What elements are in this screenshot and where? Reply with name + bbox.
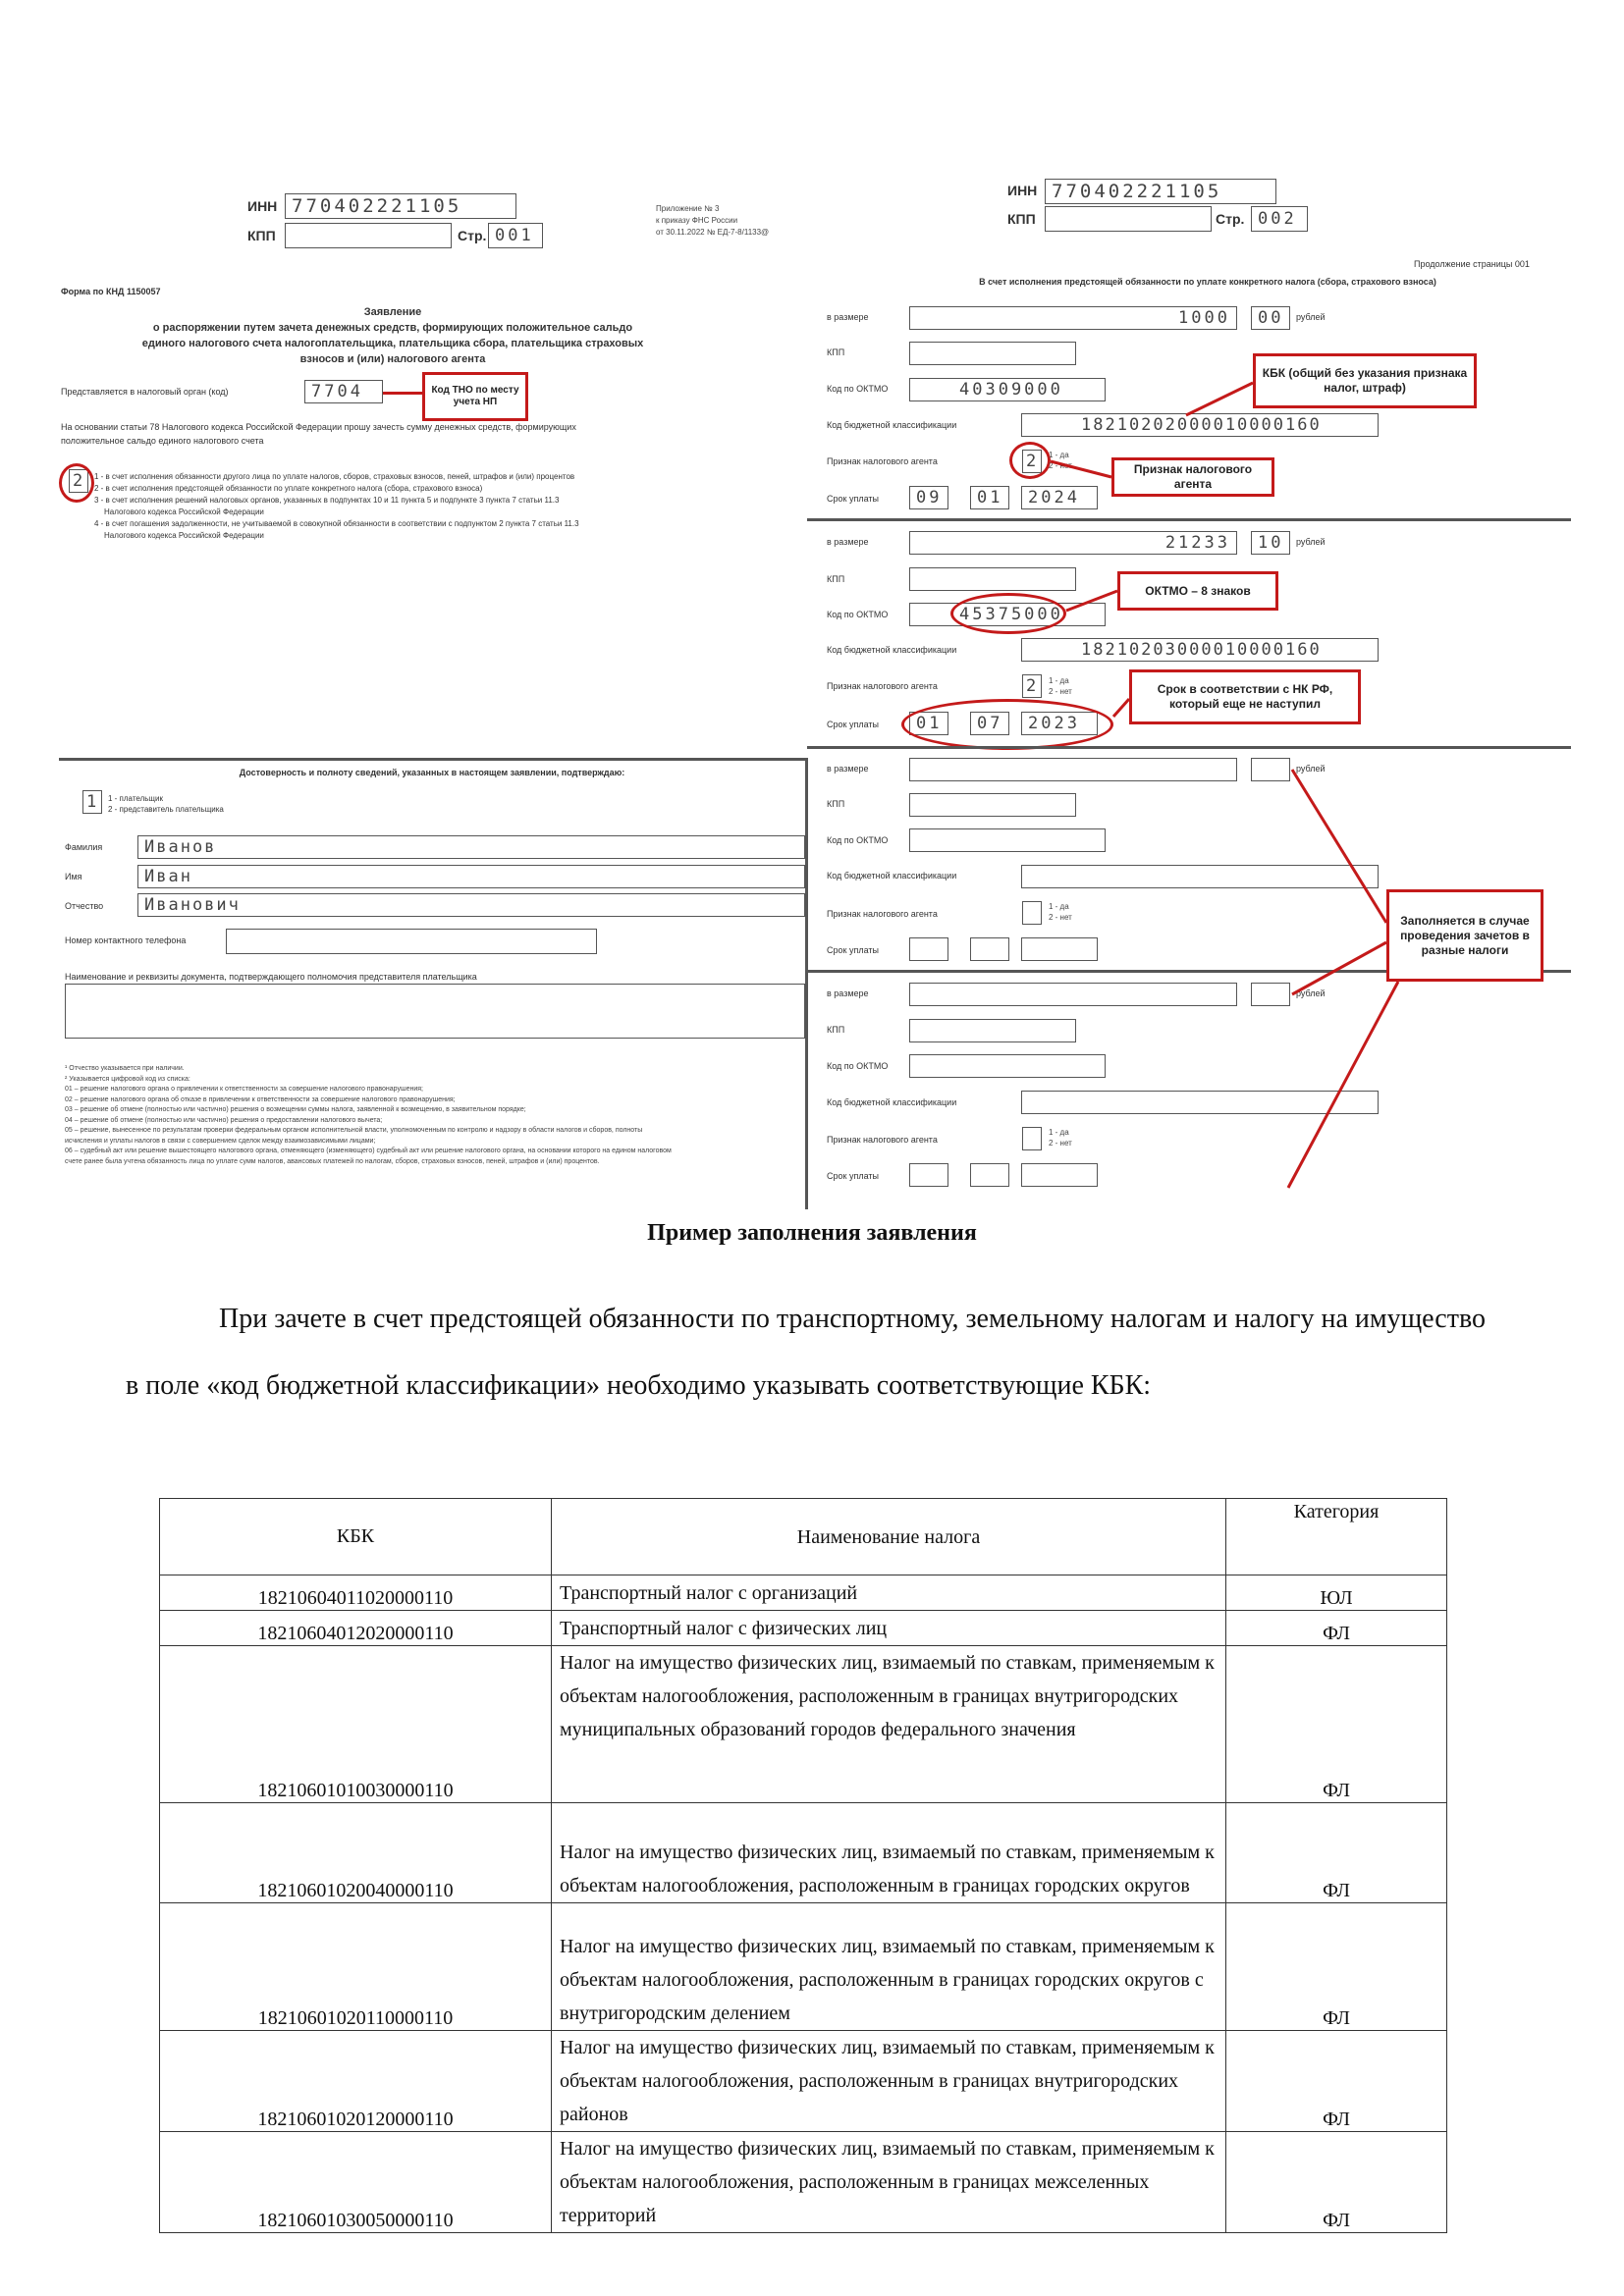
kbk-annotation: КБК (общий без указания признака налог, штраф) bbox=[1253, 353, 1477, 408]
title-line: о распоряжении путем зачета денежных средств, формирующих положительное сальдо bbox=[152, 322, 633, 334]
tax-name-cell: Налог на имущество физических лиц, взимаемый по ставкам, применяемым к объектам налогообложения, расположенным в границах городских округов bbox=[552, 1803, 1226, 1903]
footnote: 01 – решение налогового органа о привлечении к ответственности за совершение налогового правонарушения; bbox=[65, 1086, 423, 1093]
oktmo-label: Код по ОКТМО bbox=[827, 1061, 889, 1071]
agent-label: Признак налогового агента bbox=[827, 1135, 938, 1145]
title-line: Заявление bbox=[363, 306, 422, 318]
yes-option: 1 - да bbox=[1049, 902, 1069, 911]
yes-option: 1 - да bbox=[1049, 676, 1069, 685]
kpp-label: КПП bbox=[827, 1025, 845, 1035]
multi-tax-annotation: Заполняется в случае проведения зачетов в разные налоги bbox=[1386, 889, 1543, 982]
name-label: Имя bbox=[65, 872, 82, 881]
page-field[interactable]: 002 bbox=[1251, 206, 1308, 232]
appendix-line: к приказу ФНС России bbox=[656, 216, 738, 225]
kbk-cell: 18210601010030000110 bbox=[160, 1646, 552, 1803]
oktmo-label: Код по ОКТМО bbox=[827, 835, 889, 845]
amount-field[interactable]: 1000 bbox=[909, 306, 1237, 330]
category-cell: ФЛ bbox=[1226, 1611, 1447, 1646]
inn-label: ИНН bbox=[1007, 183, 1038, 198]
due-label: Срок уплаты bbox=[827, 720, 879, 729]
day-field[interactable]: 01 bbox=[909, 712, 948, 735]
table-row bbox=[160, 2031, 1447, 2132]
no-option: 2 - нет bbox=[1049, 461, 1072, 470]
page-label: Стр. bbox=[458, 228, 487, 243]
page-label: Стр. bbox=[1216, 211, 1245, 227]
footnote: 03 – решение об отмене (полностью или частично) решения о возмещении суммы налога, заявленной к возмещению, в заявительном порядке; bbox=[65, 1106, 526, 1113]
phone-label: Номер контактного телефона bbox=[65, 935, 187, 945]
table-row bbox=[160, 1903, 1447, 2031]
kbk-table bbox=[159, 1498, 1447, 2233]
category-cell: ФЛ bbox=[1226, 2132, 1447, 2233]
option-item: Налогового кодекса Российской Федерации bbox=[104, 507, 264, 516]
due-annotation: Срок в соответствии с НК РФ, который еще не наступил bbox=[1129, 669, 1361, 724]
appendix-line: Приложение № 3 bbox=[656, 204, 720, 213]
surname-label: Фамилия bbox=[65, 842, 103, 852]
agent-label: Признак налогового агента bbox=[827, 909, 938, 919]
table-header-row bbox=[160, 1499, 1447, 1575]
basis-line: положительное сальдо единого налогового счета bbox=[61, 436, 264, 446]
oktmo-label: Код по ОКТМО bbox=[827, 384, 889, 394]
body-paragraph: При зачете в счет предстоящей обязанности по транспортному, земельному налогам и налогу на имущество в поле «код бюджетной классификации» необходимо указывать соответствующие КБК: bbox=[126, 1304, 1486, 1401]
table-row bbox=[160, 1646, 1447, 1803]
kpp-label: КПП bbox=[827, 347, 845, 357]
month-field[interactable]: 01 bbox=[970, 486, 1009, 509]
tax-office-field[interactable]: 7704 bbox=[304, 380, 383, 403]
amount-field[interactable]: 21233 bbox=[909, 531, 1237, 555]
tax-name-cell: Налог на имущество физических лиц, взимаемый по ставкам, применяемым к объектам налогообложения, расположенным в границах внутригородских муниципальных образований городов федерального значения bbox=[552, 1646, 1226, 1803]
option-item: 2 - в счет исполнения предстоящей обязанности по уплате конкретного налога (сбора, страхового взноса) bbox=[94, 484, 483, 493]
surname-field[interactable]: Иванов bbox=[137, 835, 805, 859]
year-field[interactable]: 2023 bbox=[1021, 712, 1098, 735]
agent-label: Признак налогового агента bbox=[827, 456, 938, 466]
patronymic-label: Отчество bbox=[65, 901, 104, 911]
kbk-label: Код бюджетной классификации bbox=[827, 645, 957, 655]
kbk-label: Код бюджетной классификации bbox=[827, 871, 957, 881]
year-field[interactable]: 2024 bbox=[1021, 486, 1098, 509]
category-cell: ФЛ bbox=[1226, 1803, 1447, 1903]
tax-office-annotation: Код ТНО по месту учета НП bbox=[422, 372, 528, 421]
form-code: Форма по КНД 1150057 bbox=[61, 287, 161, 296]
title-line: взносов и (или) налогового агента bbox=[299, 353, 486, 365]
kbk-cell: 18210601020120000110 bbox=[160, 2031, 552, 2132]
rub-label: рублей bbox=[1296, 988, 1326, 998]
multi-connector-mid bbox=[1292, 942, 1386, 994]
month-field[interactable]: 07 bbox=[970, 712, 1009, 735]
kbk-cell: 18210604011020000110 bbox=[160, 1575, 552, 1611]
footnote: 05 – решение, вынесенное по результатам проверки федеральным органом исполнительной власти, уполномоченным по контролю и надзору в области налогов и сборов, полноты bbox=[65, 1127, 643, 1134]
signer-option: 2 - представитель плательщика bbox=[108, 805, 224, 814]
tax-name-cell: Транспортный налог с организаций bbox=[552, 1575, 1226, 1611]
option-item: 4 - в счет погашения задолженности, не учитываемой в совокупной обязанности в соответствии с подпунктом 2 пункта 7 статьи 11.3 bbox=[94, 519, 579, 528]
inn-field[interactable]: 770402221105 bbox=[1045, 179, 1276, 204]
kbk-cell: 18210601020110000110 bbox=[160, 1903, 552, 2031]
footnote: ¹ Отчество указывается при наличии. bbox=[65, 1065, 185, 1072]
kpp-label: КПП bbox=[247, 228, 276, 243]
kbk-label: Код бюджетной классификации bbox=[827, 1097, 957, 1107]
oktmo-label: Код по ОКТМО bbox=[827, 610, 889, 619]
kbk-connector bbox=[1186, 383, 1253, 415]
oktmo-connector bbox=[1066, 591, 1117, 611]
option-code-field[interactable]: 2 bbox=[69, 469, 88, 493]
footnote: 04 – решение об отмене (полностью или частично) решения о предоставлении налогового вычета; bbox=[65, 1116, 383, 1124]
option-item: Налогового кодекса Российской Федерации bbox=[104, 531, 264, 540]
header-name: Наименование налога bbox=[552, 1499, 1226, 1575]
tax-name-cell: Налог на имущество физических лиц, взимаемый по ставкам, применяемым к объектам налогообложения, расположенным в границах городских округов с внутригородским делением bbox=[552, 1903, 1226, 2031]
day-field[interactable]: 09 bbox=[909, 486, 948, 509]
table-row bbox=[160, 1611, 1447, 1646]
kbk-field[interactable]: 18210202000010000160 bbox=[1021, 413, 1379, 437]
table-row bbox=[160, 1575, 1447, 1611]
yes-option: 1 - да bbox=[1049, 1128, 1069, 1137]
agent-field[interactable]: 2 bbox=[1022, 450, 1042, 473]
kpp-label: КПП bbox=[827, 799, 845, 809]
no-option: 2 - нет bbox=[1049, 687, 1072, 696]
kbk-cell: 18210604012020000110 bbox=[160, 1611, 552, 1646]
kbk-cell: 18210601020040000110 bbox=[160, 1803, 552, 1903]
footnote: ² Указывается цифровой код из списка: bbox=[65, 1075, 190, 1083]
signer-field[interactable]: 1 bbox=[82, 790, 102, 814]
appendix-line: от 30.11.2022 № ЕД-7-8/1133@ bbox=[656, 228, 770, 237]
kpp-label: КПП bbox=[827, 574, 845, 584]
inn-label: ИНН bbox=[247, 198, 278, 214]
rub-label: рублей bbox=[1296, 764, 1326, 774]
patronymic-field[interactable]: Иванович bbox=[137, 893, 805, 917]
rub-label: рублей bbox=[1296, 537, 1326, 547]
agent-connector bbox=[1051, 461, 1111, 477]
due-label: Срок уплаты bbox=[827, 945, 879, 955]
amount-label: в размере bbox=[827, 988, 869, 998]
footnote: 06 – судебный акт или решение вышестоящего налогового органа, отменяющего (изменяющего) судебный акт или решение налогового органа, на основании которого на едином налоговом bbox=[65, 1148, 672, 1154]
amount-label: в размере bbox=[827, 537, 869, 547]
option-item: 1 - в счет исполнения обязанности другого лица по уплате налогов, сборов, страховых взносов, пеней, штрафов и (или) процентов bbox=[94, 472, 575, 481]
option-item: 3 - в счет исполнения решений налоговых органов, указанных в подпунктах 10 и 11 пункта 5 и подпункте 3 пункта 7 статьи 11.3 bbox=[94, 496, 560, 505]
doc-label: Наименование и реквизиты документа, подтверждающего полномочия представителя плательщика bbox=[65, 972, 477, 982]
tax-office-label: Представляется в налоговый орган (код) bbox=[61, 387, 229, 397]
due-label: Срок уплаты bbox=[827, 1171, 879, 1181]
signer-option: 1 - плательщик bbox=[108, 794, 163, 803]
footnote: счете ранее была учтена обязанность лица по уплате сумм налогов, авансовых платежей по налогам, сборов, страховых взносов, пеней, штрафов и (или) процентов. bbox=[65, 1157, 600, 1165]
page-field[interactable]: 001 bbox=[488, 223, 543, 248]
section-title: В счет исполнения предстоящей обязанности по уплате конкретного налога (сбора, страхового взноса) bbox=[979, 277, 1436, 287]
kbk-field[interactable]: 18210203000010000160 bbox=[1021, 638, 1379, 662]
header-category: Категория bbox=[1226, 1499, 1447, 1575]
multi-connector-bottom bbox=[1288, 982, 1398, 1188]
category-cell: ФЛ bbox=[1226, 1646, 1447, 1803]
kbk-cell: 18210601030050000110 bbox=[160, 2132, 552, 2233]
rub-label: рублей bbox=[1296, 312, 1326, 322]
inn-field[interactable]: 770402221105 bbox=[285, 193, 516, 219]
header-kbk: КБК bbox=[160, 1499, 552, 1575]
confirm-text: Достоверность и полноту сведений, указанных в настоящем заявлении, подтверждаю: bbox=[239, 768, 625, 777]
kop-field[interactable]: 10 bbox=[1251, 531, 1290, 555]
tax-name-cell: Транспортный налог с физических лиц bbox=[552, 1611, 1226, 1646]
kop-field[interactable]: 00 bbox=[1251, 306, 1290, 330]
yes-option: 1 - да bbox=[1049, 451, 1069, 459]
kbk-label: Код бюджетной классификации bbox=[827, 420, 957, 430]
kpp-label: КПП bbox=[1007, 211, 1036, 227]
name-field[interactable]: Иван bbox=[137, 865, 805, 888]
table-row bbox=[160, 1803, 1447, 1903]
oktmo-annotation: ОКТМО – 8 знаков bbox=[1117, 571, 1278, 611]
oktmo-field[interactable]: 40309000 bbox=[909, 378, 1106, 401]
tax-name-cell: Налог на имущество физических лиц, взимаемый по ставкам, применяемым к объектам налогообложения, расположенным в границах внутригородских районов bbox=[552, 2031, 1226, 2132]
no-option: 2 - нет bbox=[1049, 913, 1072, 922]
amount-label: в размере bbox=[827, 312, 869, 322]
due-connector bbox=[1113, 699, 1129, 717]
figure-caption: Пример заполнения заявления bbox=[647, 1220, 977, 1246]
continuation-note: Продолжение страницы 001 bbox=[1414, 259, 1530, 269]
amount-label: в размере bbox=[827, 764, 869, 774]
no-option: 2 - нет bbox=[1049, 1139, 1072, 1148]
tax-name-cell: Налог на имущество физических лиц, взимаемый по ставкам, применяемым к объектам налогообложения, расположенным в границах межселенных территорий bbox=[552, 2132, 1226, 2233]
footnote: 02 – решение налогового органа об отказе в привлечении к ответственности за совершение налогового правонарушения; bbox=[65, 1095, 456, 1103]
multi-connector-top bbox=[1292, 770, 1386, 923]
title-line: единого налогового счета налогоплательщика, плательщика сбора, плательщика страховых bbox=[141, 338, 644, 349]
agent-annotation: Признак налогового агента bbox=[1111, 457, 1274, 497]
table-row bbox=[160, 2132, 1447, 2233]
agent-label: Признак налогового агента bbox=[827, 681, 938, 691]
due-label: Срок уплаты bbox=[827, 494, 879, 504]
oktmo-field[interactable]: 45375000 bbox=[909, 603, 1106, 626]
category-cell: ЮЛ bbox=[1226, 1575, 1447, 1611]
category-cell: ФЛ bbox=[1226, 1903, 1447, 2031]
agent-field[interactable]: 2 bbox=[1022, 674, 1042, 698]
footnote: исчисления и уплаты налогов в связи с совершением сделок между взаимозависимыми лицами; bbox=[65, 1137, 376, 1145]
basis-line: На основании статьи 78 Налогового кодекса Российской Федерации прошу зачесть сумму денежных средств, формирующих bbox=[61, 422, 576, 432]
category-cell: ФЛ bbox=[1226, 2031, 1447, 2132]
